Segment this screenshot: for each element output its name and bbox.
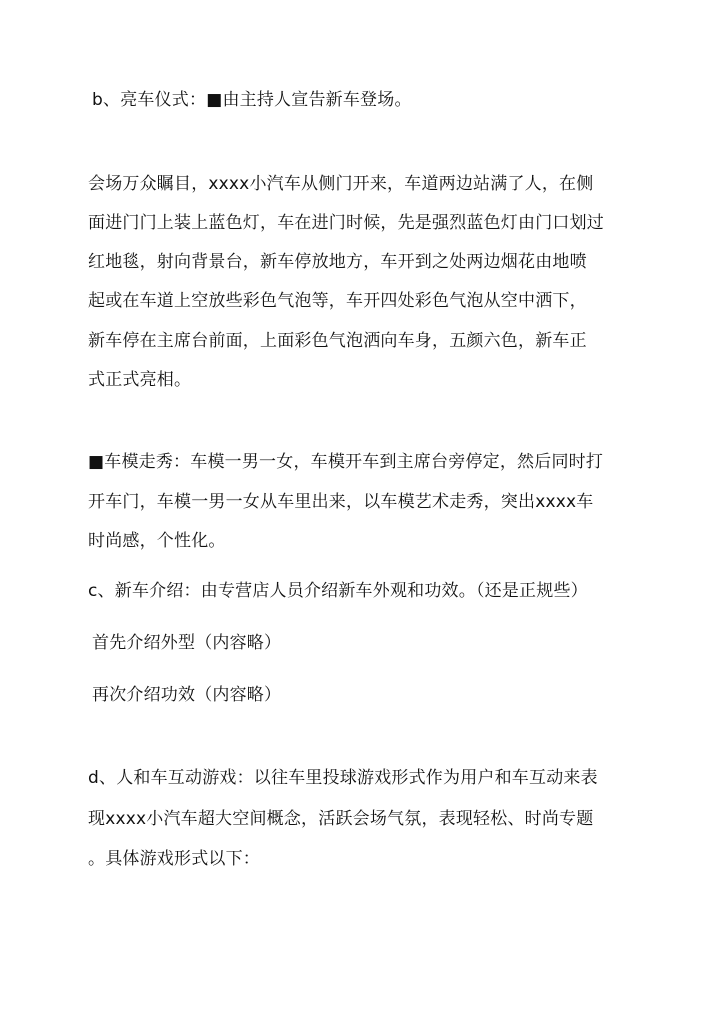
section-c-heading: c、新车介绍：由专营店人员介绍新车外观和功效。（还是正规些）	[88, 581, 588, 601]
paragraph-line: 红地毯，射向背景台，新车停放地方，车开到之处两边烟花由地喷	[88, 252, 587, 272]
paragraph-line: ■车模走秀：车模一男一女，车模开车到主席台旁停定，然后同时打	[88, 452, 604, 472]
paragraph-line: 。具体游戏形式以下：	[88, 849, 260, 869]
paragraph-line: 面进门门上装上蓝色灯，车在进门时候，先是强烈蓝色灯由门口划过	[88, 213, 604, 233]
section-d-heading: d、人和车互动游戏：以往车里投球游戏形式作为用户和车互动来表	[88, 768, 598, 788]
paragraph-line: 会场万众瞩目，xxxx小汽车从侧门开来，车道两边站满了人，在侧	[88, 174, 594, 194]
paragraph-line: 起或在车道上空放些彩色气泡等，车开四处彩色气泡从空中洒下，	[88, 291, 587, 311]
section-b-heading: b、亮车仪式：■由主持人宣告新车登场。	[92, 90, 412, 110]
paragraph-line: 时尚感，个性化。	[88, 531, 226, 551]
paragraph-line: 新车停在主席台前面，上面彩色气泡洒向车身，五颜六色，新车正	[88, 331, 587, 351]
paragraph-line: 再次介绍功效（内容略）	[92, 685, 282, 705]
paragraph-line: 首先介绍外型（内容略）	[92, 633, 282, 653]
paragraph-line: 式正式亮相。	[88, 370, 192, 390]
paragraph-line: 开车门，车模一男一女从车里出来，以车模艺术走秀，突出xxxx车	[88, 492, 594, 512]
paragraph-line: 现xxxx小汽车超大空间概念，活跃会场气氛，表现轻松、时尚专题	[88, 809, 594, 829]
